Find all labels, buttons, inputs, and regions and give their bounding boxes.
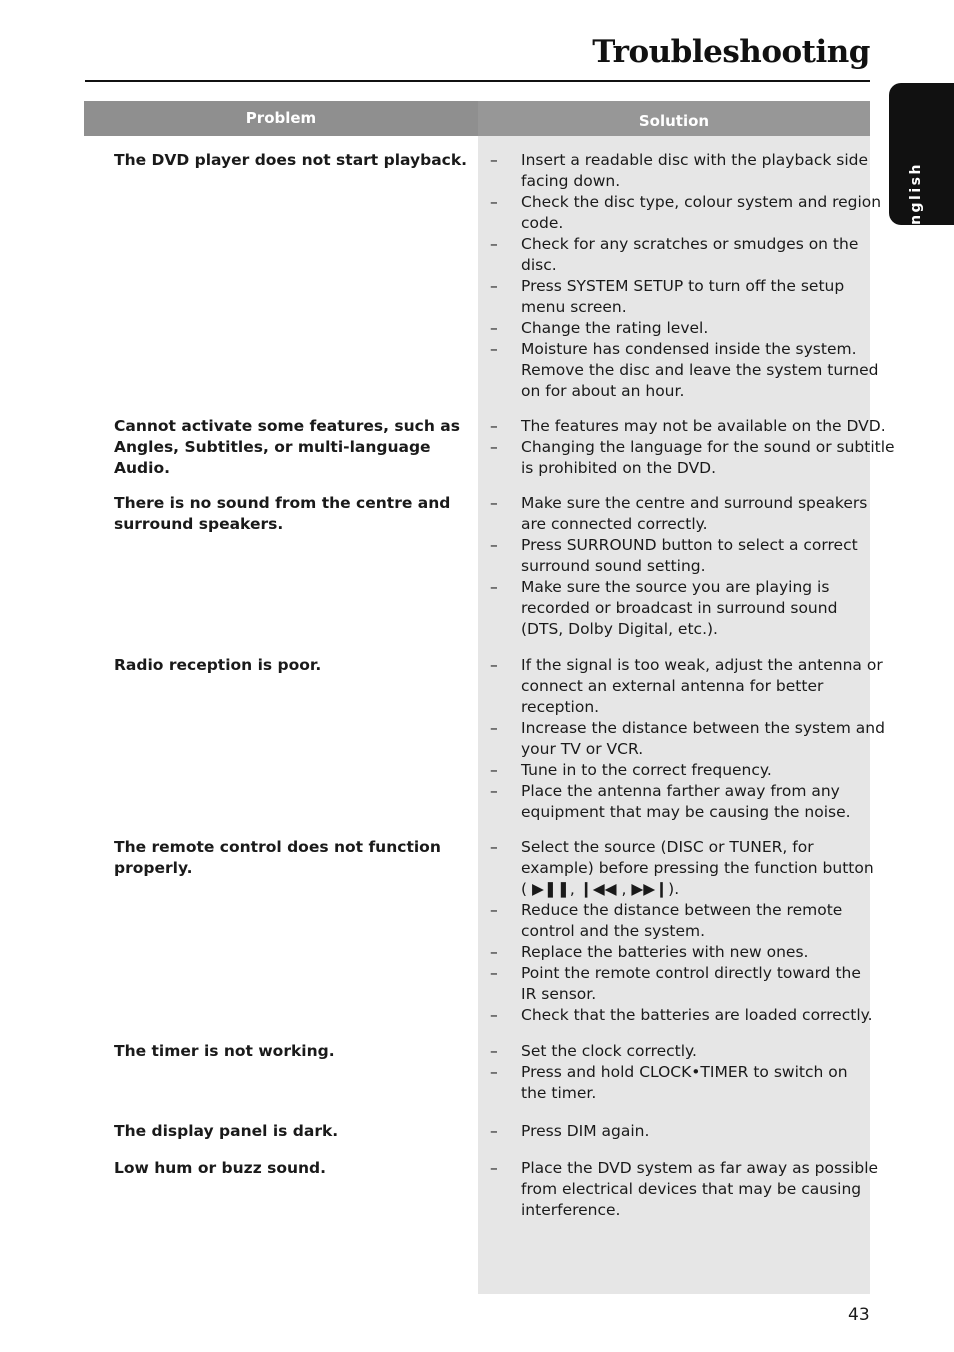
dash-bullet: – [490, 1042, 498, 1060]
solution-line: interference. [521, 1201, 621, 1219]
solution-item [478, 1062, 870, 1104]
problem-text [114, 493, 464, 535]
dash-bullet: – [490, 943, 498, 961]
solution-line: Reduce the distance between the remote [521, 901, 843, 919]
solution-line: Make sure the centre and surround speakers [521, 494, 868, 512]
solution-line: Place the antenna farther away from any [521, 782, 840, 800]
solution-item [478, 837, 874, 900]
solution-item [478, 535, 870, 577]
solution-line: The features may not be available on the DVD. [521, 417, 886, 435]
dash-bullet: – [490, 901, 498, 919]
solution-item [478, 437, 895, 479]
dash-bullet: – [490, 536, 498, 554]
problem-header-label: Problem [245, 109, 317, 127]
dash-bullet: – [490, 494, 498, 512]
solution-line: reception. [521, 698, 600, 716]
dash-bullet: – [490, 1159, 498, 1177]
problem-line: Cannot activate some features, such as [114, 417, 460, 435]
title-rule [85, 80, 870, 82]
language-tab-label: English [908, 162, 924, 237]
solution-item [478, 276, 870, 318]
dash-bullet: – [490, 277, 498, 295]
problem-line: The timer is not working. [114, 1042, 335, 1060]
problem-line: There is no sound from the centre and [114, 494, 451, 512]
solution-line: Moisture has condensed inside the system. [521, 340, 857, 358]
solution-line: menu screen. [521, 298, 627, 316]
solution-line: are connected correctly. [521, 515, 708, 533]
solution-line: Tune in to the correct frequency. [521, 761, 772, 779]
solution-line: Press SYSTEM SETUP to turn off the setup [521, 277, 845, 295]
solution-line: Check for any scratches or smudges on the [521, 235, 859, 253]
solution-list [478, 493, 870, 640]
page-title: Troubleshooting [592, 34, 870, 70]
solution-line: Press SURROUND button to select a correct [521, 536, 858, 554]
problem-text [114, 1158, 464, 1179]
dash-bullet: – [490, 719, 498, 737]
solution-list [478, 837, 874, 1026]
solution-line: the timer. [521, 1084, 597, 1102]
dash-bullet: – [490, 761, 498, 779]
problem-line: properly. [114, 859, 193, 877]
solution-line: surround sound setting. [521, 557, 706, 575]
dash-bullet: – [490, 1006, 498, 1024]
dash-bullet: – [490, 1063, 498, 1081]
solution-item [478, 577, 870, 640]
solution-header-label: Solution [638, 112, 710, 130]
problem-text [114, 1041, 464, 1062]
problem-text [114, 837, 464, 879]
solution-line: disc. [521, 256, 557, 274]
dash-bullet: – [490, 838, 498, 856]
solution-item [478, 416, 886, 437]
solution-line: Change the rating level. [521, 319, 709, 337]
problem-text [114, 1121, 464, 1142]
problem-line: Angles, Subtitles, or multi-language [114, 438, 431, 456]
page-number: 43 [848, 1305, 870, 1325]
solution-line: Check that the batteries are loaded correctly. [521, 1006, 873, 1024]
solution-line: control and the system. [521, 922, 706, 940]
dash-bullet: – [490, 782, 498, 800]
solution-item [478, 1121, 870, 1142]
problem-line: The DVD player does not start playback. [114, 151, 468, 169]
solution-column-header [478, 101, 870, 136]
solution-line: Set the clock correctly. [521, 1042, 697, 1060]
dash-bullet: – [490, 578, 498, 596]
language-tab [889, 83, 954, 237]
solution-item [478, 1005, 873, 1026]
dash-bullet: – [490, 656, 498, 674]
solution-list [478, 1158, 879, 1221]
dash-bullet: – [490, 235, 498, 253]
solution-line: facing down. [521, 172, 621, 190]
solution-line: Increase the distance between the system and [521, 719, 885, 737]
solution-line: is prohibited on the DVD. [521, 459, 717, 477]
solution-line: code. [521, 214, 564, 232]
problem-column-header [84, 101, 478, 136]
solution-item [478, 900, 870, 942]
dash-bullet: – [490, 151, 498, 169]
solution-line: Place the DVD system as far away as possible [521, 1159, 879, 1177]
solution-item [478, 192, 882, 234]
solution-line: Select the source (DISC or TUNER, for [521, 838, 814, 856]
solution-item [478, 718, 885, 760]
solution-item [478, 1041, 870, 1062]
problem-line: The display panel is dark. [114, 1122, 339, 1140]
solution-item [478, 318, 870, 339]
solution-item [478, 942, 870, 963]
solution-item [478, 234, 870, 276]
solution-line: your TV or VCR. [521, 740, 644, 758]
dash-bullet: – [490, 340, 498, 358]
problem-text [114, 416, 464, 479]
solution-line: from electrical devices that may be causing [521, 1180, 862, 1198]
solution-line: Press DIM again. [521, 1122, 650, 1140]
solution-item [478, 963, 870, 1005]
solution-line: (DTS, Dolby Digital, etc.). [521, 620, 718, 638]
dash-bullet: – [490, 319, 498, 337]
dash-bullet: – [490, 964, 498, 982]
solution-line: ( ▶❚❚, ❙◀◀ , ▶▶❙). [521, 880, 680, 898]
solution-list [478, 1041, 870, 1104]
solution-list [478, 416, 895, 479]
solution-line: Point the remote control directly toward the [521, 964, 861, 982]
dash-bullet: – [490, 417, 498, 435]
problem-line: surround speakers. [114, 515, 284, 533]
solution-line: Replace the batteries with new ones. [521, 943, 809, 961]
solution-item [478, 760, 870, 781]
solution-list [478, 150, 882, 402]
problem-text [114, 150, 468, 171]
dash-bullet: – [490, 193, 498, 211]
solution-line: example) before pressing the function button [521, 859, 874, 877]
solution-line: If the signal is too weak, adjust the antenna or [521, 656, 883, 674]
dash-bullet: – [490, 438, 498, 456]
problem-line: The remote control does not function [114, 838, 441, 856]
solution-line: Remove the disc and leave the system turned [521, 361, 879, 379]
solution-list [478, 655, 885, 823]
problem-line: Audio. [114, 459, 170, 477]
problem-line: Radio reception is poor. [114, 656, 322, 674]
solution-item [478, 339, 879, 402]
problem-text [114, 655, 464, 676]
solution-line: Changing the language for the sound or subtitle [521, 438, 895, 456]
solution-line: Press and hold CLOCK•TIMER to switch on [521, 1063, 848, 1081]
solution-item [478, 150, 870, 192]
solution-item [478, 781, 870, 823]
solution-item [478, 1158, 879, 1221]
solution-line: connect an external antenna for better [521, 677, 824, 695]
solution-item [478, 493, 870, 535]
solution-line: Check the disc type, colour system and region [521, 193, 882, 211]
solution-line: IR sensor. [521, 985, 597, 1003]
solution-line: Make sure the source you are playing is [521, 578, 830, 596]
solution-line: equipment that may be causing the noise. [521, 803, 851, 821]
dash-bullet: – [490, 1122, 498, 1140]
solution-line: recorded or broadcast in surround sound [521, 599, 838, 617]
problem-line: Low hum or buzz sound. [114, 1159, 327, 1177]
solution-line: on for about an hour. [521, 382, 685, 400]
solution-list [478, 1121, 870, 1142]
solution-line: Insert a readable disc with the playback side [521, 151, 869, 169]
solution-item [478, 655, 883, 718]
